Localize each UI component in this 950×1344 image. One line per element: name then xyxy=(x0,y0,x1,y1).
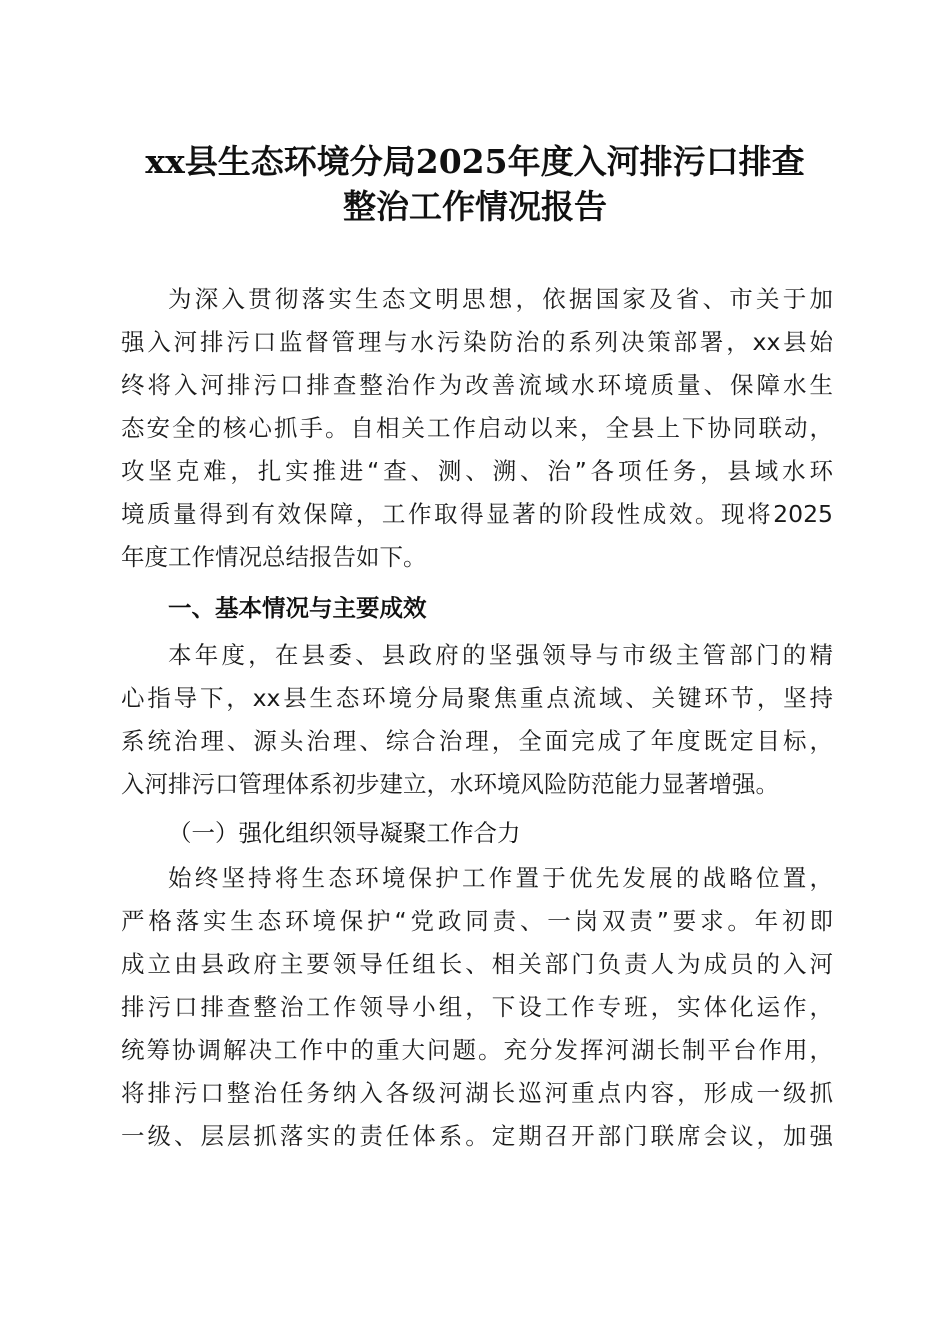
section-1-line: 心指导下，xx县生态环境分局聚焦重点流域、关键环节，坚持 xyxy=(121,684,833,712)
section-1-line: 系统治理、源头治理、综合治理，全面完成了年度既定目标， xyxy=(121,727,833,755)
subsection-heading: （一）强化组织领导凝聚工作合力 xyxy=(168,819,521,847)
intro-line: 攻坚克难，扎实推进“查、测、溯、治”各项任务，县域水环 xyxy=(121,457,833,485)
section-1-line: 本年度，在县委、县政府的坚强领导与市级主管部门的精 xyxy=(168,641,833,669)
subsection-1-line: 一级、层层抓落实的责任体系。定期召开部门联席会议，加强 xyxy=(121,1122,833,1150)
intro-line: 终将入河排污口排查整治作为改善流域水环境质量、保障水生 xyxy=(121,371,833,399)
intro-line: 境质量得到有效保障，工作取得显著的阶段性成效。现将2025 xyxy=(121,500,833,528)
subsection-1-line: 始终坚持将生态环境保护工作置于优先发展的战略位置， xyxy=(168,864,833,892)
document-title-line-1: xx县生态环境分局2025年度入河排污口排查 xyxy=(145,142,805,181)
intro-line: 为深入贯彻落实生态文明思想，依据国家及省、市关于加 xyxy=(168,285,833,313)
section-heading: 一、基本情况与主要成效 xyxy=(168,594,427,622)
subsection-1-line: 严格落实生态环境保护“党政同责、一岗双责”要求。年初即 xyxy=(121,907,833,935)
subsection-1-line: 排污口排查整治工作领导小组，下设工作专班，实体化运作， xyxy=(121,993,833,1021)
section-1-line: 入河排污口管理体系初步建立，水环境风险防范能力显著增强。 xyxy=(121,770,779,798)
document-title-line-2: 整治工作情况报告 xyxy=(343,187,607,226)
subsection-1-line: 成立由县政府主要领导任组长、相关部门负责人为成员的入河 xyxy=(121,950,833,978)
intro-line: 年度工作情况总结报告如下。 xyxy=(121,543,427,571)
intro-line: 强入河排污口监督管理与水污染防治的系列决策部署，xx县始 xyxy=(121,328,833,356)
intro-line: 态安全的核心抓手。自相关工作启动以来，全县上下协同联动， xyxy=(121,414,833,442)
subsection-1-line: 统筹协调解决工作中的重大问题。充分发挥河湖长制平台作用， xyxy=(121,1036,833,1064)
subsection-1-line: 将排污口整治任务纳入各级河湖长巡河重点内容，形成一级抓 xyxy=(121,1079,833,1107)
